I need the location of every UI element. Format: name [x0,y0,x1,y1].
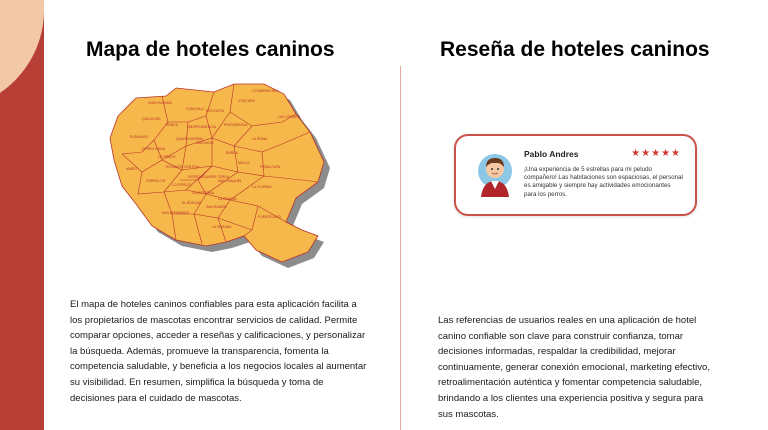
review-card[interactable] [454,134,697,216]
map-commune-label: RECOLETA [206,109,225,113]
map-commune-label: MAIPÚ [126,167,137,171]
map-commune-label: PROVIDENCIA [224,123,248,127]
map-commune-label: MACUL [238,161,250,165]
map-commune-label: EL BOSQUE [182,201,202,205]
rating-stars: ★★★★★ [631,148,681,159]
map-commune-label: LA FLORIDA [252,185,272,189]
map-commune-label: LO BARNECHEA [252,89,279,93]
santiago-communes-map[interactable] [102,82,332,272]
reviews-description: Las referencias de usuarios reales en una aplicación de hotel canino confiable son clave para construir confianza, tomar decisiones informadas, respaldar la credibilidad, mejorar continuamente, generar conexión emocional, marketing efectivo, retroalimentación auténtica y fomentar competencia saludable, brindando a los clientes una experiencia positiva y segura para sus mascotas. [438,315,710,420]
map-description: El mapa de hoteles caninos confiables para esta aplicación facilita a los propietarios de mascotas encontrar servicios de calidad. Permite comparar opciones, acceder a reseñas y calificaciones, y personalizar la búsqueda. Además, promueve la transparencia, fomenta la competencia saludable, y beneficia a los negocios locales al aumentar su visibilidad. En resumen, simplifica la búsqueda y toma de decisiones para el cuidado de mascotas. [70,299,367,404]
map-commune-label: LA PINTANA [212,225,232,229]
map-commune-label: QUILICURA [142,117,161,121]
map-commune-label: PUDAHUEL [130,135,149,139]
map-commune-label: PEÑALOLÉN [260,165,281,169]
map-svg [102,82,332,272]
map-commune-label: SAN RAMÓN [206,205,227,209]
map-commune-label: ÑUÑOA [226,151,239,155]
review-section-title: Reseña de hoteles caninos [440,38,710,61]
map-commune-label: CONCHALÍ [186,107,204,111]
map-commune-label: HUECHURABA [148,101,172,105]
map-commune-label: CERRILLOS [146,179,166,183]
map-commune-label: LA CISTERNA [192,191,215,195]
map-commune-label: LAS CONDES [278,115,300,119]
column-divider [400,66,401,430]
review-text: ¡Una experiencia de 5 estrellas para mi peludo compañero! Las habitaciones son espaciosas, el personal es amigable y siempre hay actividades emocionantes para los perros. [524,166,683,198]
map-commune-label: SAN JOAQUÍN [218,179,241,183]
map-commune-label: SANTIAGO [196,141,214,145]
map-commune-label: RENCA [166,123,178,127]
map-commune-label: INDEPENDENCIA [188,125,216,129]
map-commune-label: PUENTE ALTO [258,215,282,219]
map-commune-label: QUINTA NORMAL [176,137,204,141]
map-commune-label: ESTACIÓN CENTRAL [166,165,200,169]
map-commune-label: LA REINA [252,137,268,141]
map-commune-label: PEDRO AGUIRRE CERDA [188,175,230,179]
map-commune-label: LO ESPEJO [172,183,191,187]
map-commune-label: CERRO NAVIA [142,147,166,151]
peach-corner-shape [0,0,44,110]
map-commune-label: SAN BERNARDO [162,211,190,215]
reviewer-name: Pablo Andres [524,149,579,159]
reviewer-avatar [476,151,514,201]
map-commune-label: VITACURA [238,99,255,103]
map-section-title: Mapa de hoteles caninos [86,38,335,61]
left-decorative-band [0,0,44,430]
map-commune-label: LO PRADO [158,155,176,159]
map-commune-label: LA GRANJA [218,197,237,201]
